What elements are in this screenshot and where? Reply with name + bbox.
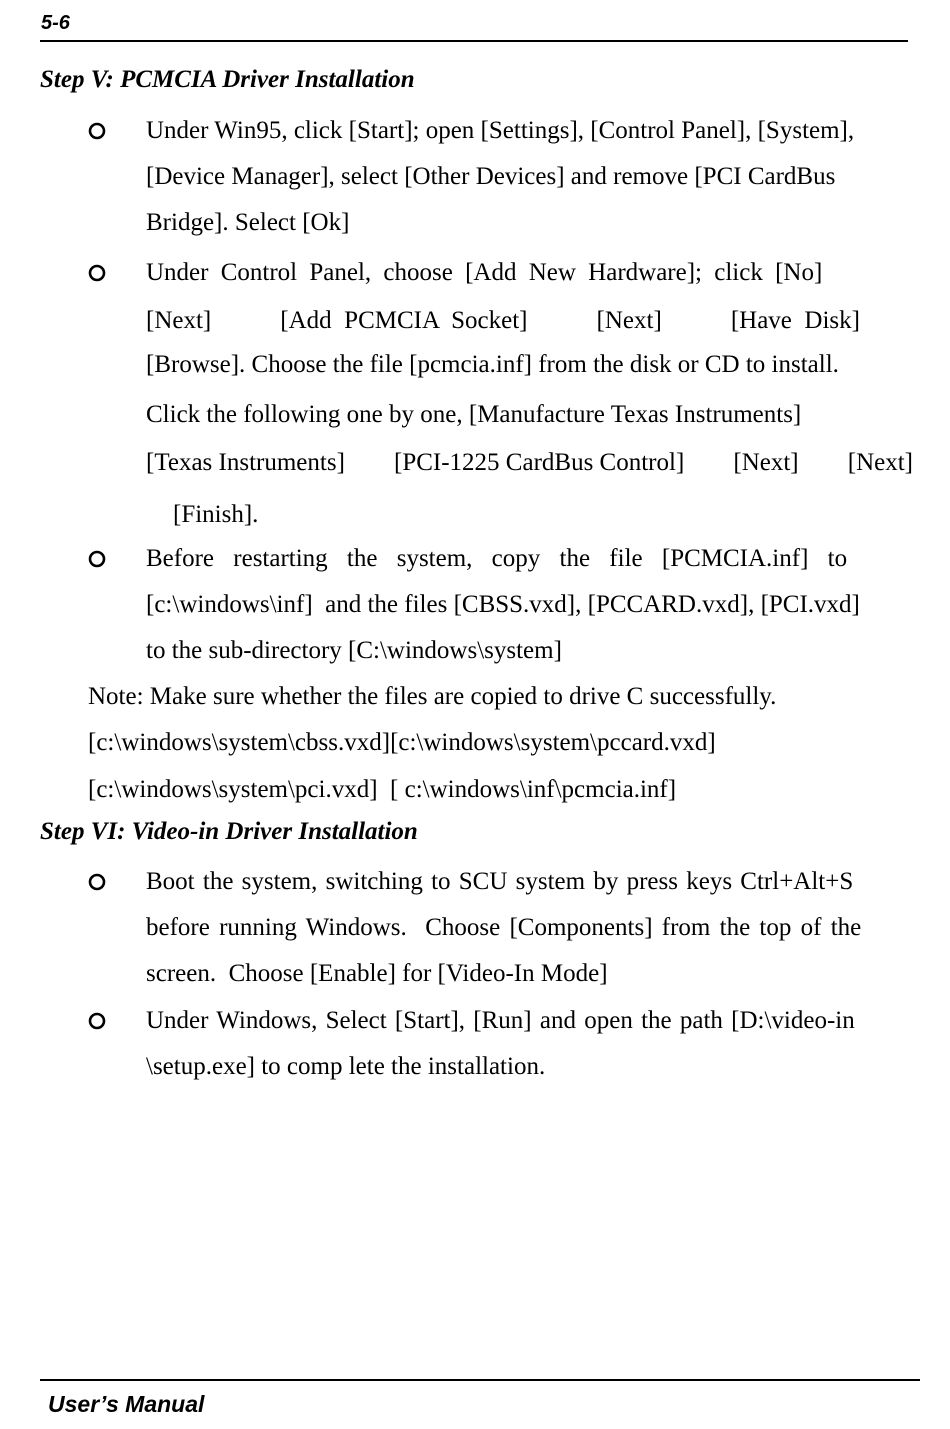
header-rule (40, 40, 908, 42)
step5-b3-line2: [c:\windows\inf] and the files [CBSS.vxd], [PCCARD.vxd], [PCI.vxd] (146, 591, 860, 618)
note-line1: Note: Make sure whether the files are copied to drive C successfully. (88, 683, 777, 710)
note-line2: [c:\windows\system\cbss.vxd][c:\windows\system\pccard.vxd] (88, 729, 716, 756)
bullet-icon (88, 264, 106, 282)
step6-b1-line3: screen. Choose [Enable] for [Video-In Mode] (146, 960, 608, 987)
step5-b3-line3: to the sub-directory [C:\windows\system] (146, 637, 562, 664)
step6-b1-line1: Boot the system, switching to SCU system by press keys Ctrl+Alt+S (146, 868, 854, 895)
bullet-icon (88, 1012, 106, 1030)
bullet-icon (88, 550, 106, 568)
step5-b2-line6: [Finish]. (173, 501, 259, 528)
footer-rule (40, 1379, 920, 1381)
button-label-next: [Next] (847, 449, 913, 476)
button-label-have-disk: [Have Disk] (730, 307, 860, 334)
step6-b2-line1: Under Windows, Select [Start], [Run] and open the path [D:\video-in (146, 1007, 855, 1034)
item-pci-1225: [PCI-1225 CardBus Control] (394, 449, 685, 476)
bullet-icon (88, 873, 106, 891)
item-texas-instruments: [Texas Instruments] (146, 449, 345, 476)
step5-b2-line5 (146, 448, 913, 478)
step5-b1-line3: Bridge]. Select [Ok] (146, 209, 350, 236)
step5-b1-line2: [Device Manager], select [Other Devices] and remove [PCI CardBus (146, 163, 836, 190)
button-label-next: [Next] (733, 449, 799, 476)
step5-b3-line1: Before restarting the system, copy the file [PCMCIA.inf] to (146, 545, 848, 572)
footer-title: User’s Manual (48, 1391, 205, 1417)
button-label-next: [Next] (146, 307, 212, 334)
button-label-add-socket: [Add PCMCIA Socket] (280, 307, 528, 334)
bullet-icon (88, 122, 106, 140)
step5-b2-line2 (146, 306, 860, 336)
step5-b2-line1: Under Control Panel, choose [Add New Hardware]; click [No] (146, 259, 823, 286)
step5-b1-line1: Under Win95, click [Start]; open [Settings], [Control Panel], [System], (146, 117, 855, 144)
step-6-title: Step VI: Video-in Driver Installation (40, 818, 418, 845)
step6-b2-line2: \setup.exe] to comp lete the installation. (146, 1053, 546, 1080)
note-line3: [c:\windows\system\pci.vxd] [ c:\windows\inf\pcmcia.inf] (88, 776, 677, 803)
step-5-title: Step V: PCMCIA Driver Installation (40, 66, 415, 93)
step5-b2-line4: Click the following one by one, [Manufacture Texas Instruments] (146, 401, 802, 428)
button-label-next: [Next] (596, 307, 662, 334)
page-number: 5-6 (41, 12, 70, 34)
step5-b2-line3: [Browse]. Choose the file [pcmcia.inf] from the disk or CD to install. (146, 351, 839, 378)
step6-b1-line2: before running Windows. Choose [Components] from the top of the (146, 914, 862, 941)
